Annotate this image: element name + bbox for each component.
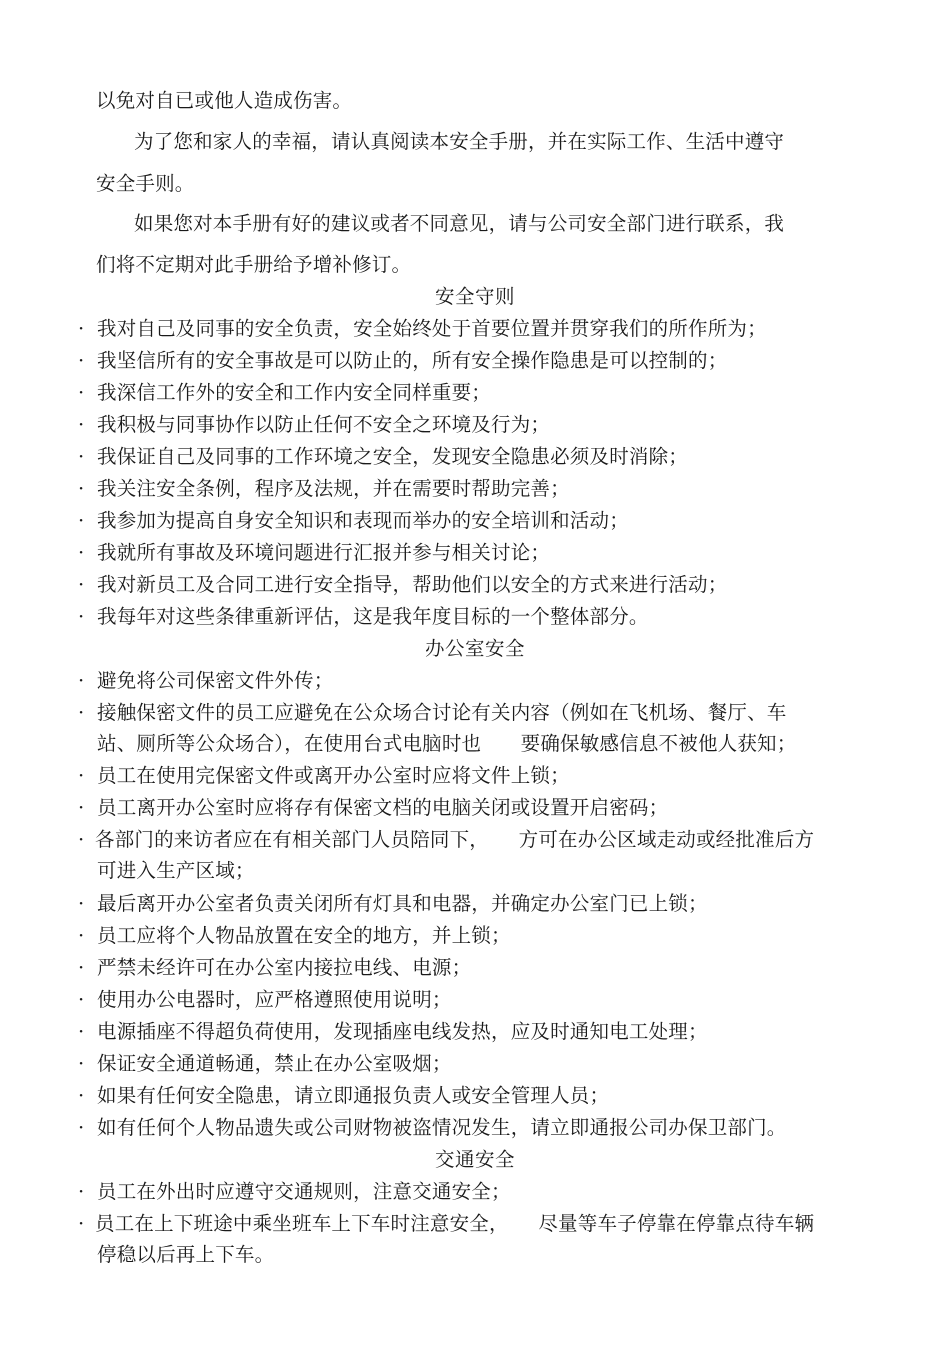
- list-item: 我参加为提高自身安全知识和表现而举办的安全培训和活动；: [97, 509, 629, 532]
- intro-paragraph-2-line-1: 为了您和家人的幸福，请认真阅读本安全手册，并在实际工作、生活中遵守: [134, 130, 785, 153]
- list-item: 我保证自己及同事的工作环境之安全，发现安全隐患必须及时消除；: [97, 445, 689, 468]
- bullet-marker: ·: [78, 1212, 85, 1235]
- intro-paragraph-3-line-2: 们将不定期对此手册给予增补修订。: [96, 253, 412, 276]
- bullet-marker: ·: [78, 988, 85, 1011]
- bullet-marker: ·: [78, 796, 85, 819]
- bullet-marker: ·: [78, 1020, 85, 1043]
- bullet-marker: ·: [78, 669, 85, 692]
- section-heading-traffic-safety: 交通安全: [434, 1148, 515, 1171]
- bullet-marker: ·: [78, 317, 85, 340]
- list-item: 员工在使用完保密文件或离开办公室时应将文件上锁；: [97, 764, 570, 787]
- list-item: 接触保密文件的员工应避免在公众场合讨论有关内容（例如在飞机场、餐厅、车: [97, 701, 787, 724]
- list-item: 使用办公电器时，应严格遵照使用说明；: [97, 988, 452, 1011]
- list-item: 我关注安全条例，程序及法规，并在需要时帮助完善；: [97, 477, 570, 500]
- list-item: 我深信工作外的安全和工作内安全同样重要；: [97, 381, 492, 404]
- bullet-marker: ·: [78, 956, 85, 979]
- bullet-marker: ·: [78, 349, 85, 372]
- list-item: 员工在外出时应遵守交通规则，注意交通安全；: [97, 1180, 511, 1203]
- list-item: 避免将公司保密文件外传；: [97, 669, 334, 692]
- list-item: 我对自己及同事的安全负责，安全始终处于首要位置并贯穿我们的所作所为；: [97, 317, 767, 340]
- bullet-marker: ·: [78, 477, 85, 500]
- list-item: 我积极与同事协作以防止任何不安全之环境及行为；: [97, 413, 551, 436]
- list-item-continuation: 站、厕所等公众场合），在使用台式电脑时也 要确保敏感信息不被他人获知；: [97, 732, 797, 755]
- bullet-marker: ·: [78, 1180, 85, 1203]
- list-item: 严禁未经许可在办公室内接拉电线、电源；: [97, 956, 472, 979]
- bullet-marker: ·: [78, 1052, 85, 1075]
- bullet-marker: ·: [78, 924, 85, 947]
- intro-line-1: 以免对自已或他人造成伤害。: [96, 89, 353, 112]
- list-item: 员工离开办公室时应将存有保密文档的电脑关闭或设置开启密码；: [97, 796, 669, 819]
- list-item: 各部门的来访者应在有相关部门人员陪同下， 方可在办公区域走动或经批准后方: [95, 828, 815, 851]
- list-item-continuation: 可进入生产区域；: [97, 859, 255, 882]
- list-item: 员工在上下班途中乘坐班车上下车时注意安全， 尽量等车子停靠在停靠点待车辆: [95, 1212, 815, 1235]
- list-item: 我就所有事故及环境问题进行汇报并参与相关讨论；: [97, 541, 551, 564]
- bullet-marker: ·: [78, 828, 85, 851]
- list-item: 保证安全通道畅通，禁止在办公室吸烟；: [97, 1052, 452, 1075]
- list-item: 电源插座不得超负荷使用，发现插座电线发热，应及时通知电工处理；: [97, 1020, 708, 1043]
- list-item: 员工应将个人物品放置在安全的地方，并上锁；: [97, 924, 511, 947]
- bullet-marker: ·: [78, 541, 85, 564]
- bullet-marker: ·: [78, 509, 85, 532]
- intro-paragraph-3-line-1: 如果您对本手册有好的建议或者不同意见，请与公司安全部门进行联系，我: [134, 212, 785, 235]
- bullet-marker: ·: [78, 413, 85, 436]
- bullet-marker: ·: [78, 1084, 85, 1107]
- bullet-marker: ·: [78, 764, 85, 787]
- list-item: 我对新员工及合同工进行安全指导，帮助他们以安全的方式来进行活动；: [97, 573, 728, 596]
- bullet-marker: ·: [78, 381, 85, 404]
- bullet-marker: ·: [78, 701, 85, 724]
- bullet-marker: ·: [78, 1116, 85, 1139]
- list-item: 如果有任何安全隐患，请立即通报负责人或安全管理人员；: [97, 1084, 610, 1107]
- section-heading-safety-rules: 安全守则: [434, 285, 515, 308]
- section-heading-office-safety: 办公室安全: [424, 637, 525, 660]
- list-item-continuation: 停稳以后再上下车。: [97, 1243, 275, 1266]
- list-item: 我坚信所有的安全事故是可以防止的，所有安全操作隐患是可以控制的；: [97, 349, 728, 372]
- bullet-marker: ·: [78, 445, 85, 468]
- bullet-marker: ·: [78, 892, 85, 915]
- bullet-marker: ·: [78, 573, 85, 596]
- list-item: 最后离开办公室者负责关闭所有灯具和电器，并确定办公室门已上锁；: [97, 892, 708, 915]
- list-item: 如有任何个人物品遗失或公司财物被盗情况发生，请立即通报公司办保卫部门。: [97, 1116, 787, 1139]
- list-item: 我每年对这些条律重新评估，这是我年度目标的一个整体部分。: [97, 605, 649, 628]
- intro-paragraph-2-line-2: 安全手则。: [96, 172, 195, 195]
- bullet-marker: ·: [78, 605, 85, 628]
